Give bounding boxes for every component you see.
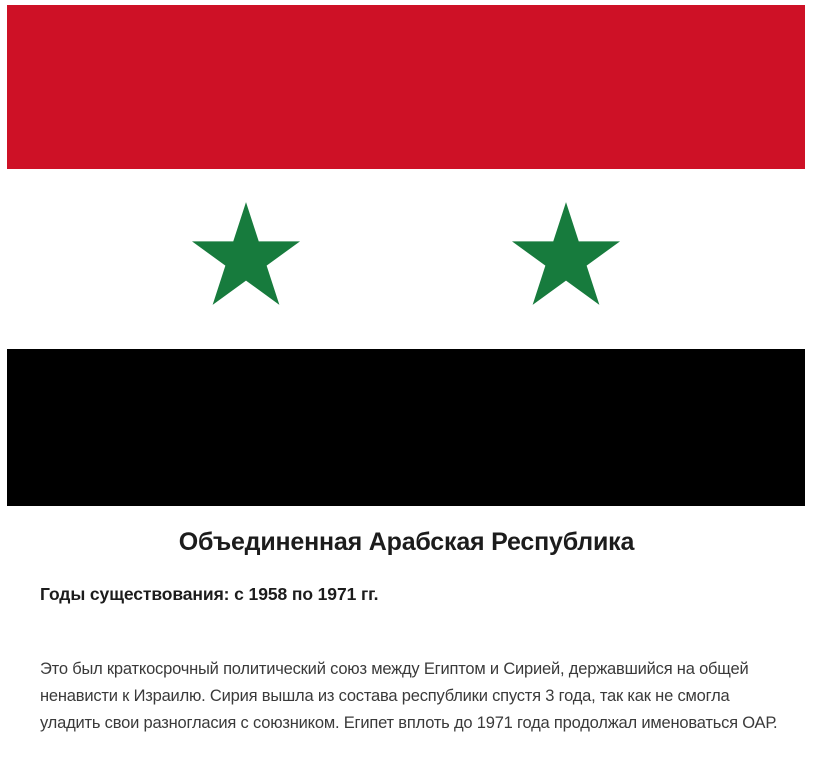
green-star-icon	[512, 202, 620, 305]
flag-stripe-white	[7, 169, 805, 349]
description-paragraph: Это был краткосрочный политический союз между Египтом и Сирией, державшийся на общей ненависти к Израилю. Сирия вышла из состава республики спустя 3 года, так как не смогла уладить свои разногласия с союзником. Египет вплоть до 1971 года продолжал именоваться ОАР.	[40, 660, 778, 732]
green-star-shape	[512, 202, 620, 305]
years-of-existence-subtitle: Годы существования: с 1958 по 1971 гг.	[40, 584, 379, 604]
page-title: Объединенная Арабская Республика	[178, 528, 635, 556]
flag-stripe-black	[7, 349, 805, 506]
uar-flag-image	[7, 5, 805, 506]
green-star-shape	[192, 202, 300, 305]
green-star-icon	[192, 202, 300, 305]
flag-stripe-red	[7, 5, 805, 169]
